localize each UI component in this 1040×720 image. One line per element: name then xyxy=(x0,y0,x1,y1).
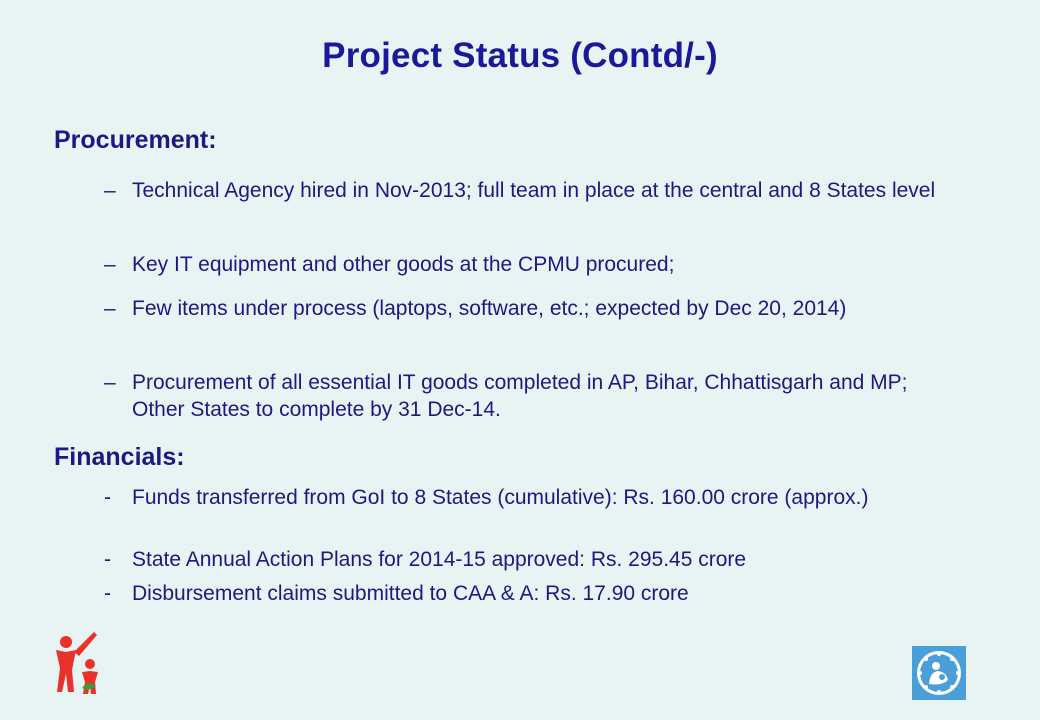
bullet-marker: – xyxy=(104,179,116,202)
financials-item-text: State Annual Action Plans for 2014-15 approved: Rs. 295.45 crore xyxy=(132,548,747,571)
financials-item xyxy=(104,546,964,573)
bullet-marker: - xyxy=(104,582,111,605)
financials-item-text: Disbursement claims submitted to CAA & A: Rs. 17.90 crore xyxy=(132,582,689,605)
procurement-item-text: Technical Agency hired in Nov-2013; full team in place at the central and 8 States level xyxy=(132,179,936,202)
financials-item-text: Funds transferred from GoI to 8 States (cumulative): Rs. 160.00 crore (approx.) xyxy=(132,486,869,509)
bullet-marker: – xyxy=(104,371,116,394)
bullet-marker: - xyxy=(104,486,111,509)
procurement-item-text: Procurement of all essential IT goods completed in AP, Bihar, Chhattisgarh and MP; Other States to complete by 31 Dec-14. xyxy=(132,371,908,421)
procurement-heading: Procurement: xyxy=(54,126,217,154)
procurement-item xyxy=(104,369,964,423)
bullet-marker: - xyxy=(104,548,111,571)
procurement-item xyxy=(104,295,964,322)
financials-heading: Financials: xyxy=(54,443,185,471)
bullet-marker: – xyxy=(104,253,116,276)
financials-item xyxy=(104,484,964,511)
procurement-item-text: Key IT equipment and other goods at the CPMU procured; xyxy=(132,253,675,276)
slide-title: Project Status (Contd/-) xyxy=(322,36,718,75)
financials-item xyxy=(104,580,964,607)
procurement-item xyxy=(104,177,964,204)
family-figures-logo-icon xyxy=(52,630,106,696)
mother-child-emblem-icon xyxy=(912,646,966,700)
procurement-item xyxy=(104,251,964,278)
procurement-item-text: Few items under process (laptops, software, etc.; expected by Dec 20, 2014) xyxy=(132,297,847,320)
bullet-marker: – xyxy=(104,297,116,320)
